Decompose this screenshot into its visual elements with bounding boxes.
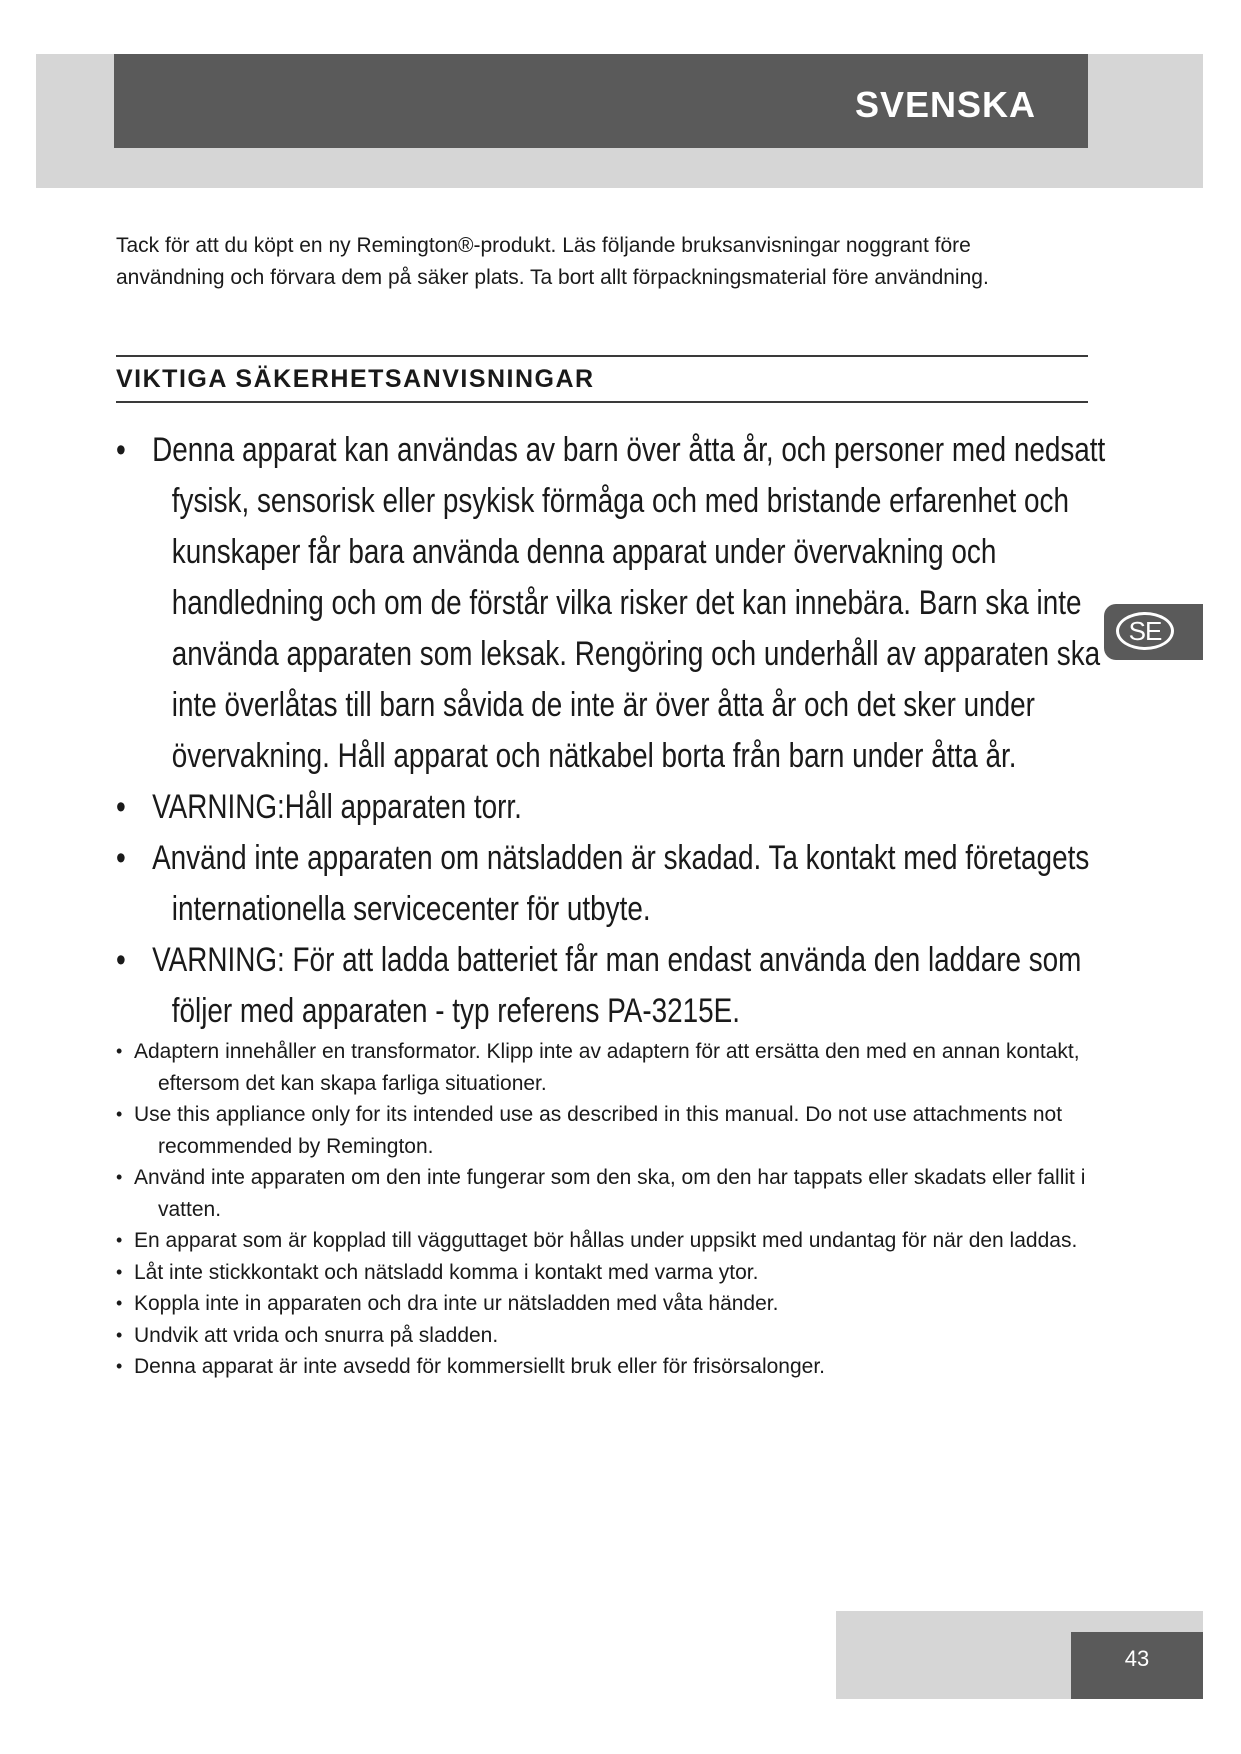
small-warning-item: [116, 1351, 1096, 1383]
small-warning-text: En apparat som är kopplad till vägguttaget bör hållas under uppsikt med undantag för när den laddas.: [134, 1229, 1078, 1252]
large-warning-item: [116, 425, 1144, 782]
section-heading: VIKTIGA SÄKERHETSANVISNINGAR: [116, 365, 595, 393]
large-warning-item: [116, 935, 1144, 1037]
section-rule-top: [116, 355, 1088, 357]
small-warning-text: Adaptern innehåller en transformator. Klipp inte av adaptern för att ersätta den med en annan kontakt, eftersom det kan skapa farliga situationer.: [134, 1040, 1080, 1095]
bullet-icon: •: [116, 1104, 123, 1124]
bullet-icon: •: [116, 1293, 123, 1313]
bullet-icon: •: [116, 1356, 123, 1376]
small-warning-text: Använd inte apparaten om den inte fungerar som den ska, om den har tappats eller skadats eller fallit i vatten.: [134, 1166, 1086, 1221]
page-title: SVENSKA: [854, 84, 1036, 125]
bullet-icon: •: [116, 431, 126, 469]
bullet-icon: •: [116, 941, 126, 979]
small-warning-item: [116, 1320, 1096, 1352]
section-rule-bottom: [116, 401, 1088, 403]
bullet-icon: •: [116, 1167, 123, 1187]
bullet-icon: •: [116, 1230, 123, 1250]
intro-paragraph: Tack för att du köpt en ny Remington®-produkt. Läs följande bruksanvisningar noggrant före användning och förvara dem på säker plats. Ta bort allt förpackningsmaterial före användning.: [116, 234, 989, 289]
large-warning-item: [116, 782, 1144, 833]
bullet-icon: •: [116, 839, 126, 877]
small-warning-text: Låt inte stickkontakt och nätsladd komma i kontakt med varma ytor.: [134, 1260, 759, 1284]
large-warning-text: VARNING:Håll apparaten torr.: [152, 788, 522, 826]
language-title-bar: [114, 54, 1088, 148]
large-warning-text: Använd inte apparaten om nätsladden är skadad. Ta kontakt med företagets internationella servicecenter för utbyte.: [152, 839, 1090, 928]
small-warning-item: [116, 1288, 1096, 1320]
small-warning-text: Use this appliance only for its intended use as described in this manual. Do not use attachments not recommended by Remington.: [134, 1103, 1063, 1158]
small-warning-item: [116, 1257, 1096, 1289]
bullet-icon: •: [116, 1261, 123, 1282]
large-warning-text: VARNING: För att ladda batteriet får man endast använda den laddare som följer med apparaten - typ referens PA-3215E.: [152, 941, 1082, 1030]
small-warning-item: [116, 1099, 1096, 1162]
large-warning-list: [116, 425, 1116, 1037]
bullet-icon: •: [116, 1041, 123, 1061]
large-warning-item: [116, 833, 1144, 935]
bullet-icon: •: [116, 788, 126, 826]
small-warning-text: Undvik att vrida och snurra på sladden.: [134, 1323, 499, 1347]
bullet-icon: •: [116, 1324, 123, 1345]
small-warning-list: [116, 1036, 1096, 1383]
small-warning-item: [116, 1162, 1096, 1225]
language-side-tab: [1104, 604, 1203, 660]
small-warning-item: [116, 1225, 1096, 1257]
small-warning-text: Denna apparat är inte avsedd för kommersiellt bruk eller för frisörsalonger.: [134, 1355, 825, 1378]
small-warning-text: Koppla inte in apparaten och dra inte ur nätsladden med våta händer.: [134, 1292, 779, 1315]
page-number: 43: [1071, 1632, 1203, 1699]
large-warning-text: Denna apparat kan användas av barn över åtta år, och personer med nedsatt fysisk, sensorisk eller psykisk förmåga och med bristande erfarenhet och kunskaper får bara använda denna apparat under övervakning och handledning och om de förstår vilka risker det kan innebära. Barn ska inte använda apparaten som leksak. Rengöring och underhåll av apparaten ska inte överlåtas till barn såvida de inte är över åtta år och det sker under övervakning. Håll apparat och nätkabel borta från barn under åtta år.: [152, 431, 1106, 775]
small-warning-item: [116, 1036, 1096, 1099]
language-code-badge: SE: [1116, 612, 1174, 650]
